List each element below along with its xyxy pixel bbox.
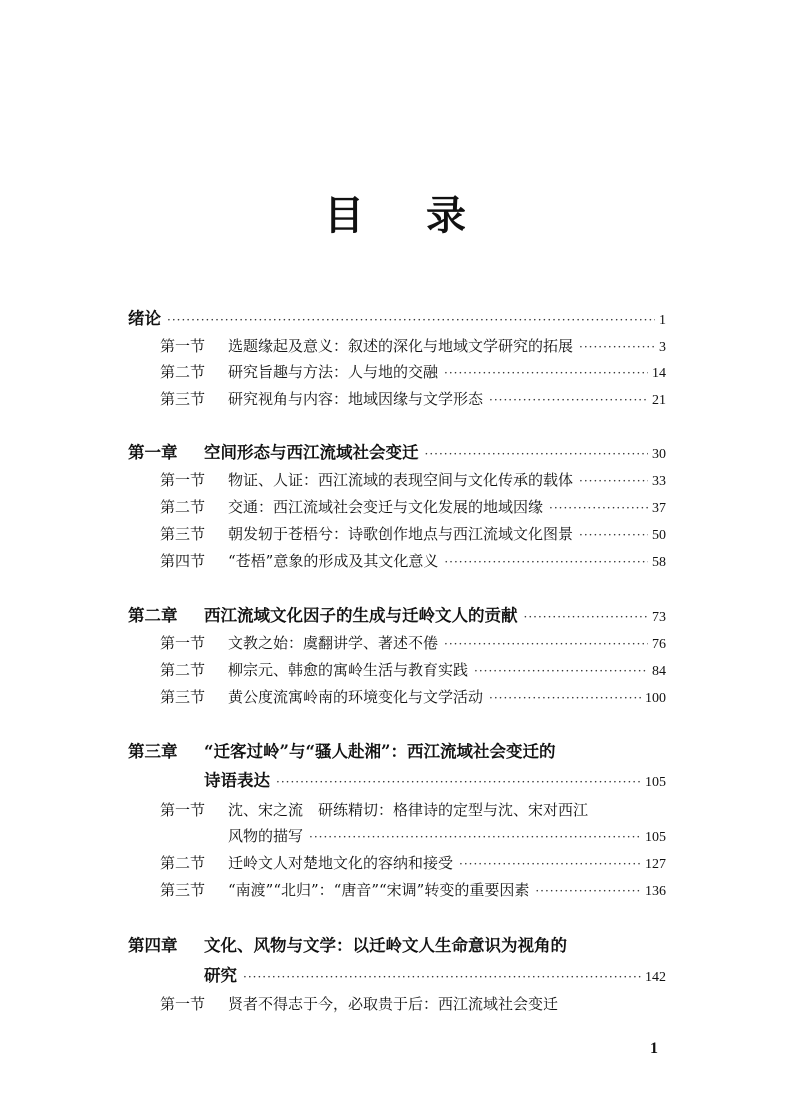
leader-dots [535, 881, 641, 901]
chapter-title: 文化、风物与文学：以迁岭文人生命意识为视角的 [204, 936, 567, 955]
leader-dots [243, 967, 641, 987]
section-title: 选题缘起及意义：叙述的深化与地域文学研究的拓展 [228, 337, 574, 355]
section-title: 文教之始：虞翻讲学、著述不倦 [228, 634, 439, 652]
section-title: 迁岭文人对楚地文化的容纳和接受 [228, 854, 454, 872]
toc-page-number: 58 [652, 555, 666, 570]
toc-section[interactable] [160, 524, 666, 546]
chapter-title: 西江流域文化因子的生成与迁岭文人的贡献 [204, 606, 518, 625]
leader-dots [276, 772, 641, 792]
section-title: 交通：西江流域社会变迁与文化发展的地域因缘 [228, 498, 544, 516]
page-number: 1 [650, 1040, 658, 1057]
leader-dots [167, 310, 655, 330]
section-number: 第三节 [160, 525, 206, 543]
section-title: 物证、人证：西江流域的表现空间与文化传承的载体 [228, 471, 574, 489]
section-title: 研究视角与内容：地域因缘与文学形态 [228, 390, 484, 408]
section-number: 第四节 [160, 552, 206, 570]
section-number: 第三节 [160, 688, 206, 706]
toc-section[interactable] [160, 633, 666, 655]
toc-entry-chapter-2[interactable] [128, 606, 666, 628]
toc-section[interactable] [160, 880, 666, 902]
toc-page-number: 136 [645, 884, 666, 899]
toc-page-number: 37 [652, 501, 666, 516]
chapter-title: 空间形态与西江流域社会变迁 [204, 443, 419, 462]
leader-dots [579, 525, 648, 545]
leader-dots [579, 337, 655, 357]
section-title: 贤者不得志于今，必取贵于后：西江流域社会变迁 [228, 995, 559, 1013]
chapter-number: 第三章 [128, 742, 178, 761]
toc-entry-chapter-3-first-line[interactable] [128, 742, 555, 762]
toc-page-number: 73 [652, 610, 666, 625]
leader-dots [425, 444, 649, 464]
leader-dots [489, 688, 641, 708]
toc-section[interactable] [228, 826, 666, 848]
toc-entry-chapter-1[interactable] [128, 443, 666, 465]
section-number: 第一节 [160, 337, 206, 355]
section-title: “苍梧”意象的形成及其文化意义 [228, 552, 439, 570]
toc-entry-chapter-4-first-line[interactable] [128, 936, 567, 956]
toc-page-number: 1 [659, 313, 666, 328]
toc-page-number: 21 [652, 393, 666, 408]
toc-section[interactable] [160, 389, 666, 411]
section-number: 第一节 [160, 995, 206, 1013]
section-number: 第一节 [160, 634, 206, 652]
section-number: 第二节 [160, 363, 206, 381]
leader-dots [444, 552, 648, 572]
section-title: 沈、宋之流 研练精切：格律诗的定型与沈、宋对西江 [228, 801, 589, 819]
leader-dots [459, 854, 641, 874]
toc-section[interactable] [160, 497, 666, 519]
toc-entry-label: 绪论 [128, 309, 161, 328]
chapter-title-continued: 研究 [204, 966, 237, 985]
toc-section[interactable] [160, 470, 666, 492]
section-title: 黄公度流寓岭南的环境变化与文学活动 [228, 688, 484, 706]
toc-section[interactable] [160, 336, 666, 358]
toc-section[interactable] [160, 687, 666, 709]
section-number: 第一节 [160, 801, 206, 819]
toc-page-number: 142 [645, 970, 666, 985]
section-title-continued: 风物的描写 [228, 827, 304, 845]
leader-dots [444, 363, 648, 383]
section-number: 第一节 [160, 471, 206, 489]
toc-entry-intro[interactable] [128, 309, 666, 331]
toc-page-number: 14 [652, 366, 666, 381]
section-title: 研究旨趣与方法：人与地的交融 [228, 363, 439, 381]
section-title: 柳宗元、韩愈的寓岭生活与教育实践 [228, 661, 469, 679]
chapter-number: 第一章 [128, 443, 178, 462]
toc-page-number: 30 [652, 447, 666, 462]
toc-page-number: 33 [652, 474, 666, 489]
toc-section[interactable] [160, 853, 666, 875]
toc-section-first-line[interactable] [160, 994, 558, 1014]
toc-page-number: 100 [645, 691, 666, 706]
toc-entry-chapter-4[interactable] [204, 966, 666, 988]
leader-dots [309, 827, 641, 847]
toc-page-number: 3 [659, 340, 666, 355]
toc-page-number: 84 [652, 664, 666, 679]
section-number: 第二节 [160, 498, 206, 516]
leader-dots [549, 498, 648, 518]
leader-dots [524, 607, 649, 627]
chapter-title: “迁客过岭”与“骚人赴湘”：西江流域社会变迁的 [204, 742, 556, 761]
section-number: 第三节 [160, 881, 206, 899]
section-title: 朝发轫于苍梧兮：诗歌创作地点与西江流域文化图景 [228, 525, 574, 543]
toc-section[interactable] [160, 362, 666, 384]
toc-entry-chapter-3[interactable] [204, 771, 666, 793]
chapter-number: 第四章 [128, 936, 178, 955]
chapter-title-continued: 诗语表达 [204, 771, 270, 790]
leader-dots [444, 634, 648, 654]
chapter-number: 第二章 [128, 606, 178, 625]
section-number: 第二节 [160, 661, 206, 679]
toc-section[interactable] [160, 660, 666, 682]
toc-section-first-line[interactable] [160, 800, 588, 820]
leader-dots [474, 661, 648, 681]
page-title: 目 录 [324, 193, 490, 239]
toc-page-number: 105 [645, 775, 666, 790]
toc-page-number: 50 [652, 528, 666, 543]
toc-page-number: 105 [645, 830, 666, 845]
toc-page-number: 76 [652, 637, 666, 652]
section-title: “南渡”“北归”：“唐音”“宋调”转变的重要因素 [228, 881, 530, 899]
leader-dots [489, 390, 648, 410]
section-number: 第三节 [160, 390, 206, 408]
leader-dots [579, 471, 648, 491]
toc-section[interactable] [160, 551, 666, 573]
section-number: 第二节 [160, 854, 206, 872]
toc-page-number: 127 [645, 857, 666, 872]
